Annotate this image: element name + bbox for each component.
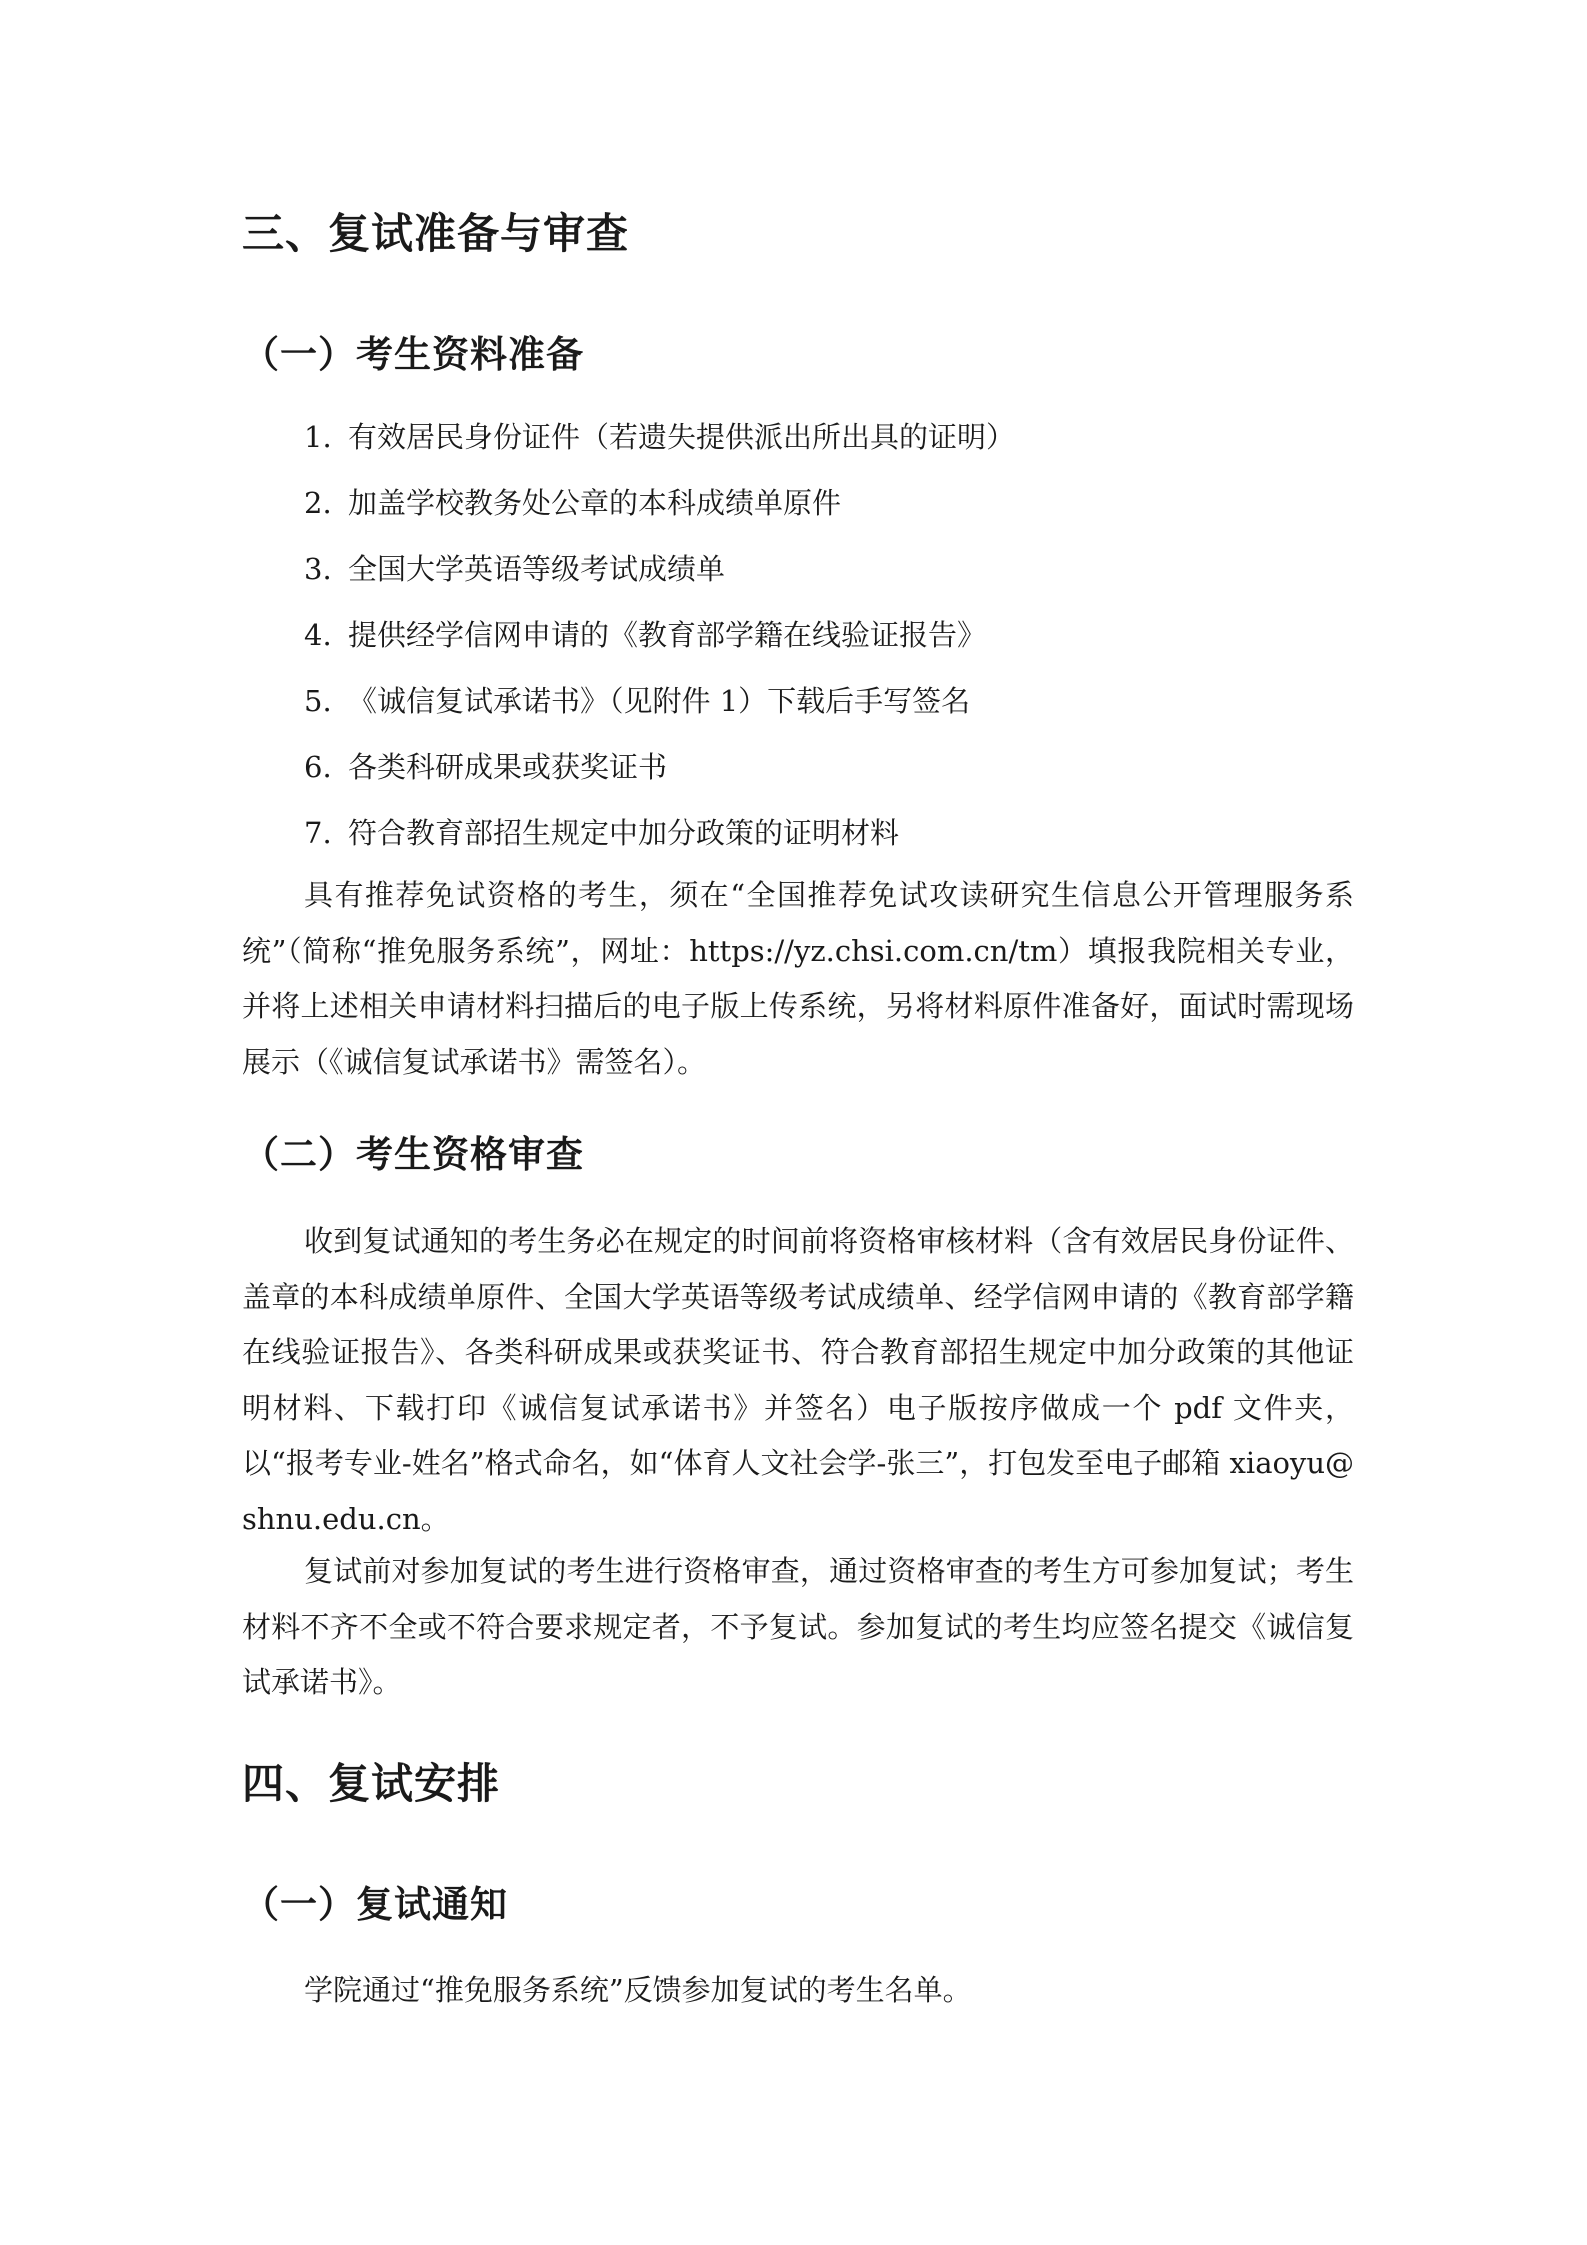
list-item-text: 提供经学信网申请的《教育部学籍在线验证报告》 [348,618,987,652]
list-item-number: 5. [304,684,332,718]
list-item [304,676,1015,742]
list-item [304,478,1015,544]
notice-paragraph: 学院通过“推免服务系统”反馈参加复试的考生名单。 [304,1973,972,2007]
list-item-number: 3. [304,552,332,586]
list-item-number: 6. [304,750,332,784]
list-item [304,544,1015,610]
subsection-3-1-heading: （一）考生资料准备 [242,333,584,376]
qualification-paragraph: 收到复试通知的考生务必在规定的时间前将资格审核材料（含有效居民身份证件、盖章的本科成绩单原件、全国大学英语等级考试成绩单、经学信网申请的《教育部学籍在线验证报告》、各类科研成果或获奖证书、符合教育部招生规定中加分政策的其他证明材料、下载打印《诚信复试承诺书》并签名）电子版按序做成一个 pdf 文件夹，以“报考专业-姓名”格式命名，如“体育人文社会学-张三”，打包发至电子邮箱 xiaoyu@shnu.edu.cn。 [242,1224,1354,1536]
list-item-text: 全国大学英语等级考试成绩单 [348,552,726,586]
list-item-text: 符合教育部招生规定中加分政策的证明材料 [348,816,900,850]
list-item-number: 7. [304,816,332,850]
list-item-number: 1. [304,420,332,454]
section-3-heading: 三、复试准备与审查 [242,209,630,258]
list-item-text: 加盖学校教务处公章的本科成绩单原件 [348,486,842,520]
list-item-number: 2. [304,486,332,520]
list-item [304,808,1015,874]
list-item-text: 《诚信复试承诺书》（见附件 1）下载后手写签名 [348,684,971,718]
list-item-number: 4. [304,618,332,652]
review-paragraph: 复试前对参加复试的考生进行资格审查，通过资格审查的考生方可参加复试；考生材料不齐不全或不符合要求规定者，不予复试。参加复试的考生均应签名提交《诚信复试承诺书》。 [242,1554,1354,1699]
subsection-4-1-heading: （一）复试通知 [242,1883,508,1926]
list-item-text: 各类科研成果或获奖证书 [348,750,668,784]
list-item [304,610,1015,676]
exemption-paragraph: 具有推荐免试资格的考生，须在“全国推荐免试攻读研究生信息公开管理服务系统”（简称“推免服务系统”，网址：https://yz.chsi.com.cn/tm）填报我院相关专业，并将上述相关申请材料扫描后的电子版上传系统，另将材料原件准备好，面试时需现场展示（《诚信复试承诺书》需签名）。 [242,878,1354,1079]
list-item [304,742,1015,808]
list-item [304,412,1015,478]
materials-list [304,412,1015,874]
subsection-3-2-heading: （二）考生资格审查 [242,1133,584,1176]
section-4-heading: 四、复试安排 [242,1759,501,1808]
list-item-text: 有效居民身份证件（若遗失提供派出所出具的证明） [348,420,1016,454]
